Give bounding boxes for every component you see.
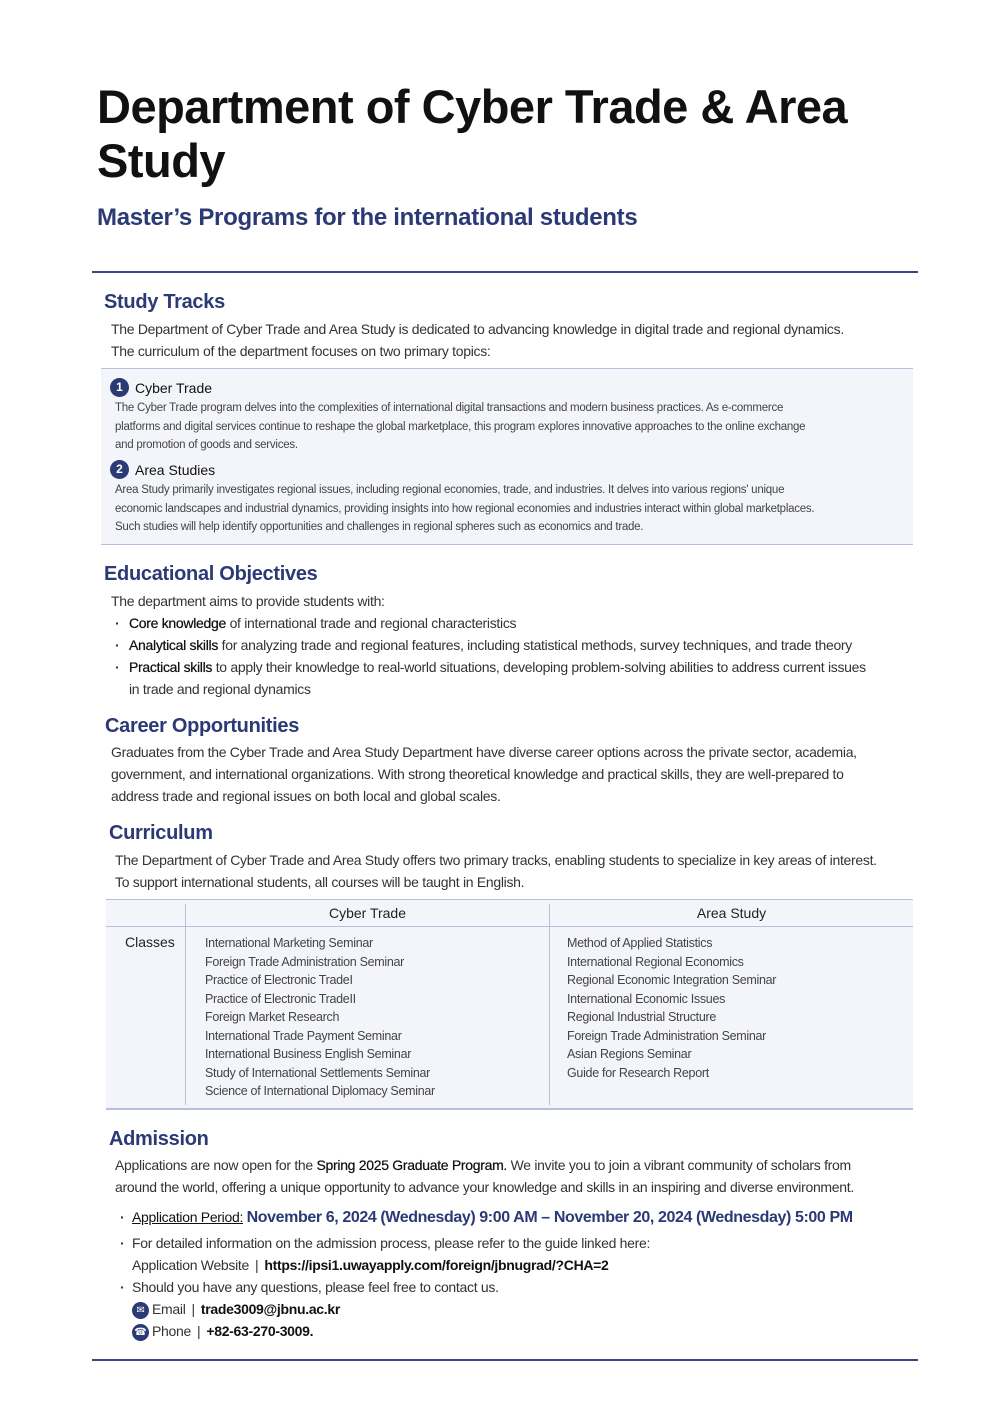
admission-text: Applications are now open for the [115, 1157, 317, 1173]
topic-desc-line: The Cyber Trade program delves into the complexities of international digital transactions and modern business practices. As e-commerce [115, 402, 784, 414]
topic-area-studies-description [115, 481, 910, 537]
top-divider [92, 271, 918, 273]
study-tracks-heading: Study Tracks [104, 291, 225, 313]
list-item: Foreign Trade Administration Seminar [205, 954, 405, 969]
application-period-item [118, 1206, 853, 1229]
careers-line: Graduates from the Cyber Trade and Area Study Department have diverse career options across the private sector, academia, [111, 744, 857, 760]
contact-text: Should you have any questions, please feel free to contact us. [132, 1279, 499, 1295]
column-divider [185, 904, 186, 1105]
objectives-heading: Educational Objectives [104, 563, 318, 585]
list-item: Guide for Research Report [567, 1065, 709, 1080]
phone-label: Phone [152, 1323, 191, 1339]
objective-text: for analyzing trade and regional features, including statistical methods, survey techniques, and trade theory [218, 637, 852, 653]
list-item: Science of International Diplomacy Seminar [205, 1084, 435, 1098]
separator: | [191, 1301, 195, 1317]
separator: | [196, 1323, 201, 1339]
careers-line: government, and international organizations. With strong theoretical knowledge and practical skills, they are well-prepared to [111, 766, 844, 782]
list-item: Method of Applied Statistics [567, 936, 713, 950]
study-tracks-intro-1: The Department of Cyber Trade and Area Study is dedicated to advancing knowledge in digital trade and regional dynamics. [111, 321, 844, 337]
admission-intro [115, 1154, 854, 1198]
list-item [118, 1320, 650, 1342]
email-link[interactable]: trade3009@jbnu.ac.kr [200, 1301, 341, 1317]
column-header-cyber-trade: Cyber Trade [328, 905, 407, 921]
list-item [118, 1232, 650, 1254]
topic-desc-line: economic landscapes and industrial dynamics, providing insights into how regional economies and industries interact within global marketplaces. [115, 502, 815, 515]
page-subtitle: Master’s Programs for the international students [97, 204, 638, 231]
list-item [118, 1276, 650, 1298]
page-title: Department of Cyber Trade & Area Study [97, 80, 848, 187]
curriculum-table [106, 899, 913, 1110]
application-period-value: November 6, 2024 (Wednesday) 9:00 AM – November 20, 2024 (Wednesday) 5:00 PM [246, 1209, 853, 1226]
list-item [111, 634, 916, 656]
program-name: Spring 2025 Graduate Program. [316, 1157, 508, 1173]
cyber-trade-course-list [205, 934, 435, 1101]
number-2-badge: 2 [110, 460, 129, 479]
website-label: Application Website [132, 1257, 249, 1273]
table-header-row [106, 900, 913, 927]
objective-keyword: Practical skills [129, 659, 213, 675]
topic-cyber-trade-title [110, 378, 212, 397]
admission-intro-line-1 [115, 1154, 854, 1176]
admission-heading: Admission [109, 1128, 209, 1150]
topic-title-text: Area Studies [135, 461, 216, 478]
topics-box [101, 368, 913, 545]
objective-keyword: Analytical skills [129, 637, 219, 653]
row-label-classes: Classes [125, 934, 175, 950]
list-item: International Trade Payment Seminar [205, 1028, 402, 1043]
application-period-label: Application Period: [132, 1209, 244, 1225]
list-item: International Marketing Seminar [205, 936, 373, 950]
email-label: Email [152, 1301, 186, 1317]
topic-desc-line: Area Study primarily investigates regional issues, including regional economies, trade, and industries. It delves into various regions' unique [115, 484, 785, 496]
bottom-divider [92, 1359, 918, 1361]
objective-text: of international trade and regional characteristics [225, 615, 517, 631]
objective-text: to apply their knowledge to real-world situations, developing problem-solving abilities to address current issues [212, 659, 866, 675]
careers-line: address trade and regional issues on both local and global scales. [111, 788, 501, 804]
topic-title-text: Cyber Trade [135, 379, 213, 396]
list-item: Foreign Market Research [205, 1010, 340, 1024]
objective-text-continued: in trade and regional dynamics [129, 681, 311, 697]
column-divider [549, 904, 550, 1105]
topic-desc-line: platforms and digital services continue to reshape the global marketplace, this program explores innovative approaches to the online exchange [115, 420, 806, 433]
objectives-list [111, 612, 916, 700]
curriculum-line: To support international students, all courses will be taught in English. [115, 874, 525, 890]
guide-text: For detailed information on the admission process, please refer to the guide linked here: [132, 1235, 651, 1251]
careers-text [111, 741, 857, 807]
careers-heading: Career Opportunities [105, 715, 300, 737]
list-item: Asian Regions Seminar [567, 1047, 692, 1061]
list-item [111, 612, 916, 634]
list-item: Study of International Settlements Seminar [205, 1065, 431, 1080]
list-item [118, 1254, 650, 1276]
list-item: Regional Industrial Structure [567, 1010, 717, 1024]
column-header-area-study: Area Study [696, 905, 767, 921]
list-item [118, 1298, 650, 1320]
objectives-intro: The department aims to provide students with: [111, 593, 385, 609]
phone-icon: ☎ [132, 1324, 149, 1341]
topic-cyber-trade-description [115, 399, 910, 455]
list-item: Regional Economic Integration Seminar [567, 973, 777, 987]
list-item: Practice of Electronic TradeII [205, 991, 356, 1006]
objective-keyword: Core knowledge [129, 615, 226, 631]
admission-info-list [118, 1232, 650, 1342]
topic-desc-line: Such studies will help identify opportunities and challenges in regional spheres such as economics and trade. [115, 521, 644, 533]
application-website-link[interactable]: https://ipsi1.uwayapply.com/foreign/jbnugrad/?CHA=2 [264, 1257, 609, 1273]
list-item [111, 656, 916, 700]
email-icon: ✉ [132, 1302, 149, 1319]
admission-text: We invite you to join a vibrant community of scholars from [507, 1157, 851, 1173]
curriculum-heading: Curriculum [109, 822, 213, 844]
admission-intro-line-2: around the world, offering a unique opportunity to advance your knowledge and skills in an inspiring and diverse environment. [115, 1179, 854, 1195]
list-item: International Economic Issues [567, 991, 726, 1006]
number-1-badge: 1 [110, 378, 129, 397]
separator: | [255, 1257, 259, 1273]
curriculum-line: The Department of Cyber Trade and Area Study offers two primary tracks, enabling students to specialize in key areas of interest. [115, 852, 877, 868]
topic-area-studies-title [110, 460, 215, 479]
phone-number[interactable]: +82-63-270-3009. [206, 1323, 314, 1339]
study-tracks-intro-2: The curriculum of the department focuses on two primary topics: [111, 343, 491, 359]
curriculum-text [115, 849, 877, 893]
area-study-course-list [567, 934, 776, 1082]
list-item: Foreign Trade Administration Seminar [567, 1028, 767, 1043]
topic-desc-line: and promotion of goods and services. [115, 439, 298, 451]
list-item: International Business English Seminar [205, 1047, 412, 1061]
list-item [118, 1206, 853, 1229]
list-item: International Regional Economics [567, 954, 744, 969]
list-item: Practice of Electronic TradeI [205, 973, 353, 987]
